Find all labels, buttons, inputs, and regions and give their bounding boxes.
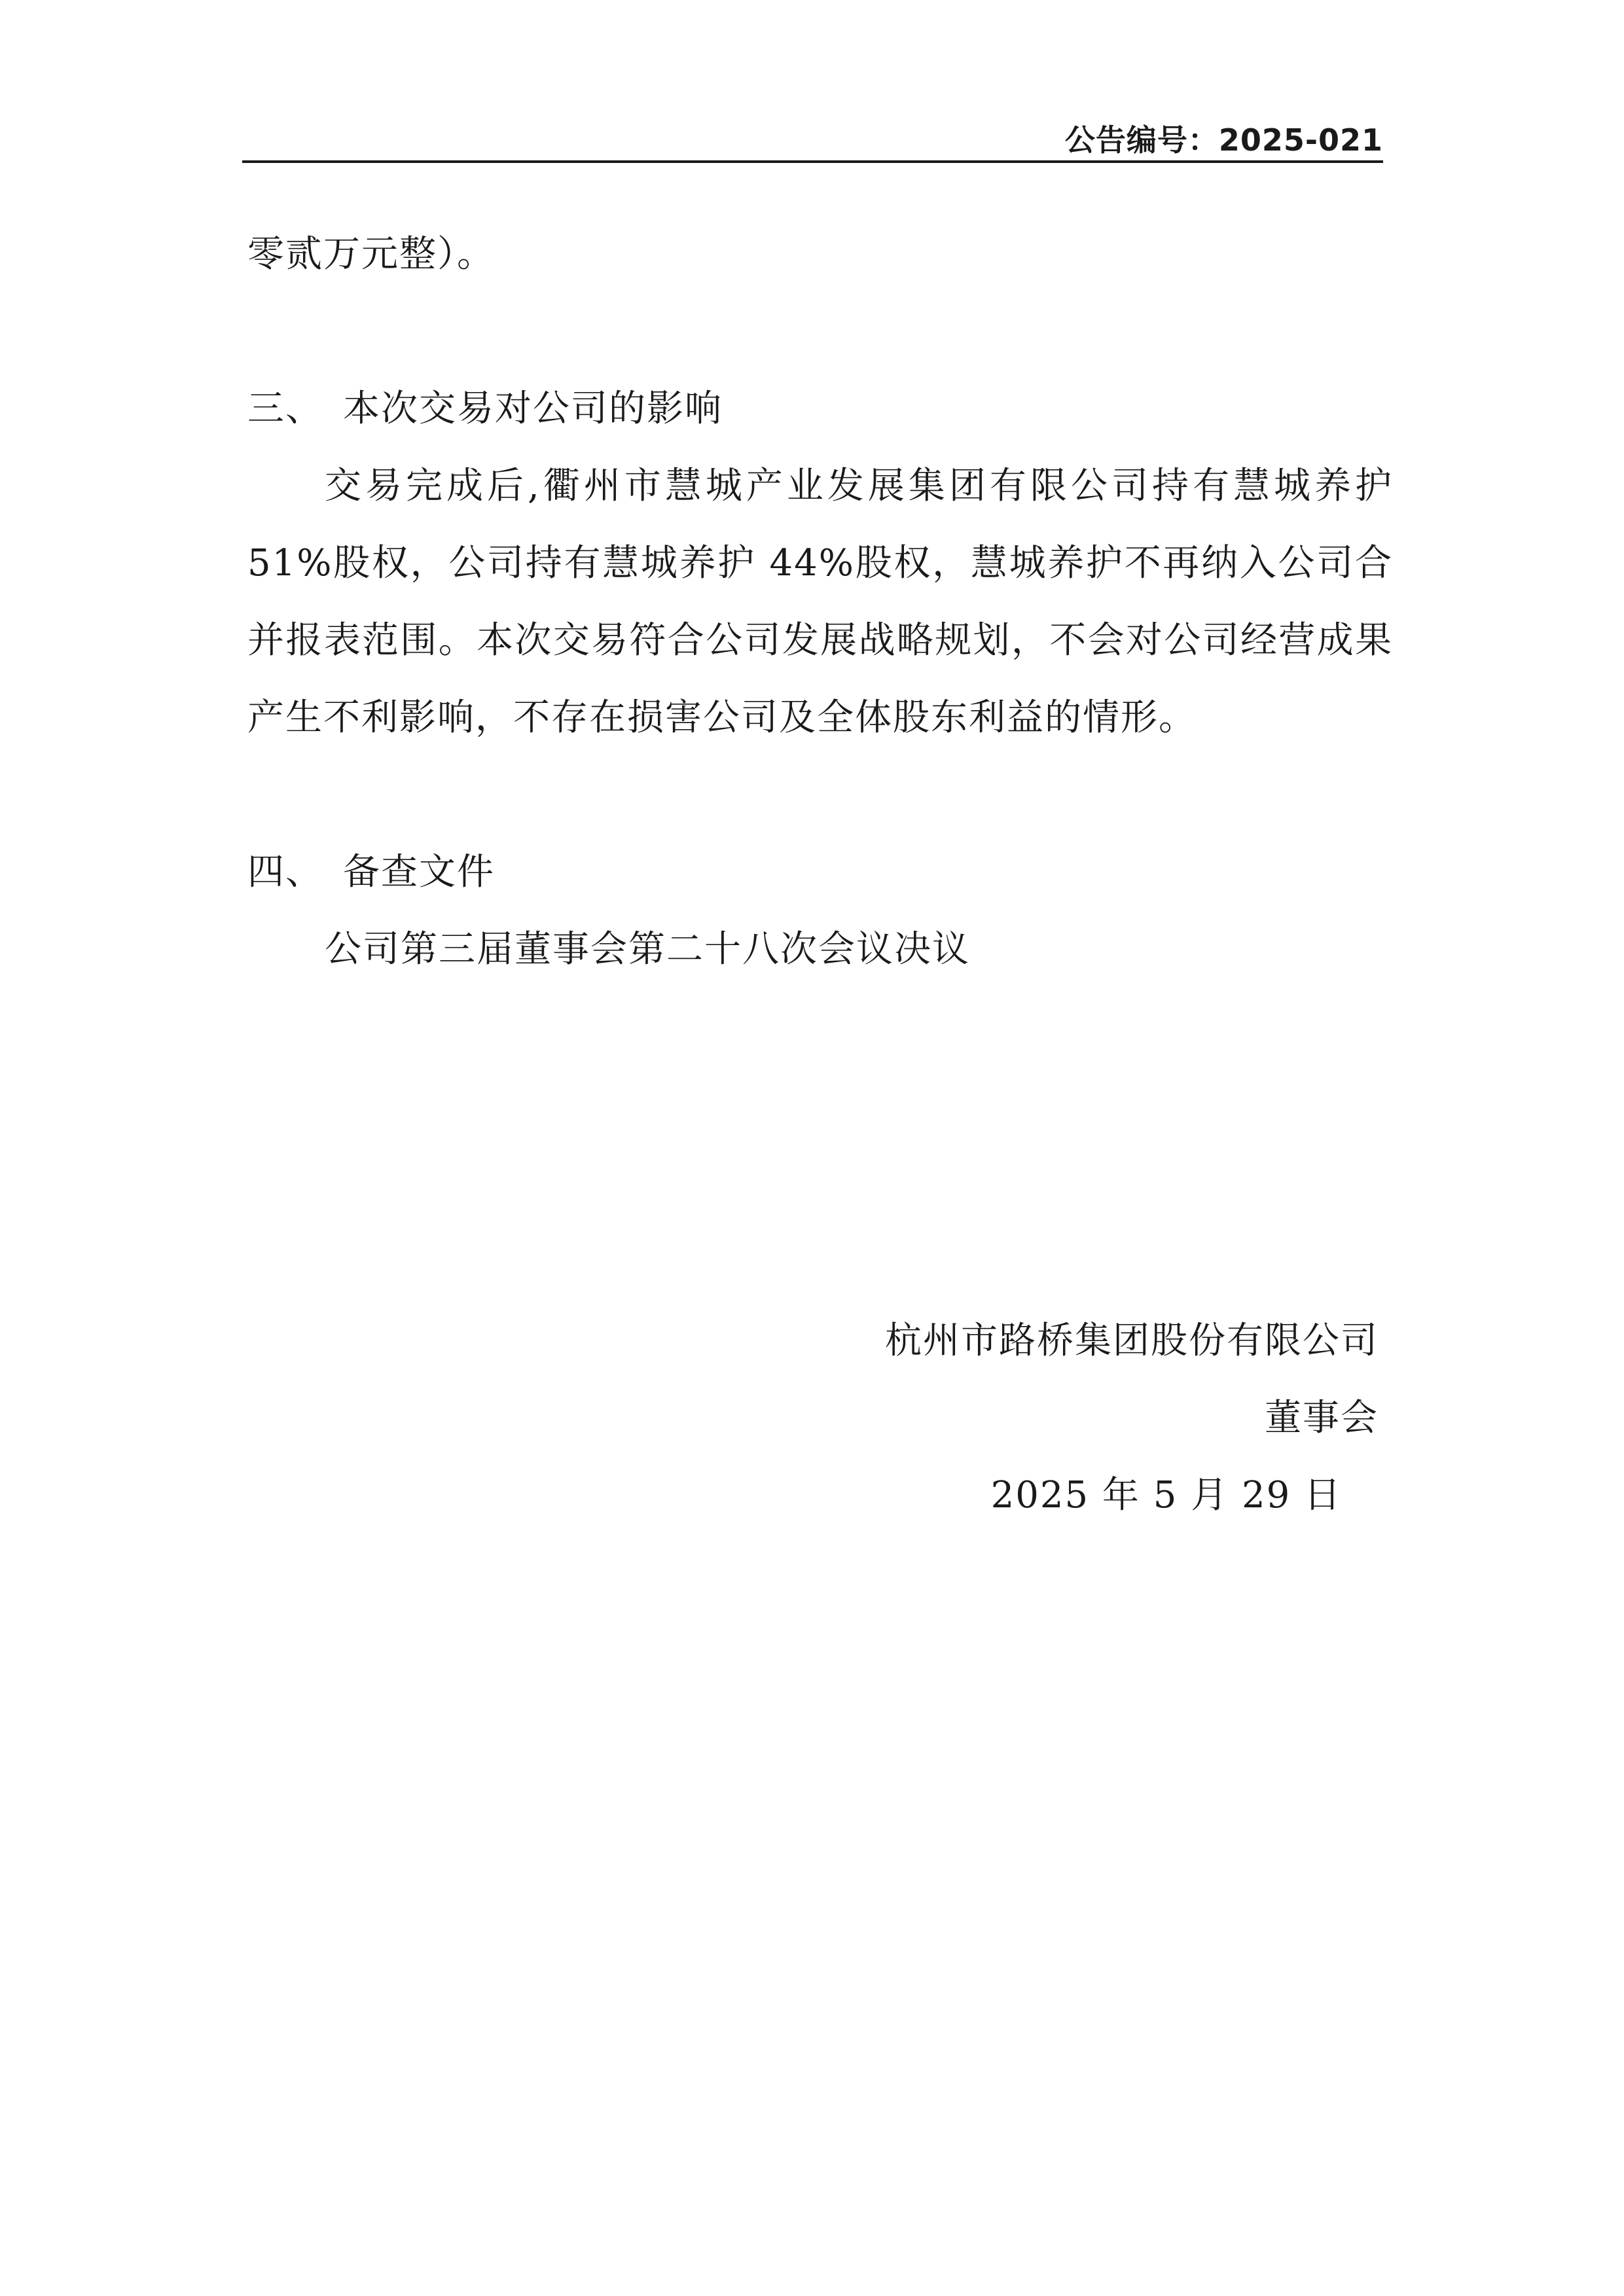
document-body (247, 216, 1399, 988)
section-3-heading (247, 370, 1399, 448)
section-3-number: 三、 (247, 387, 323, 430)
continuation-text: 零贰万元整）。 (247, 233, 495, 276)
section-3-paragraph: 交易完成后,衢州市慧城产业发展集团有限公司持有慧城养护 51%股权，公司持有慧城养护 44%股权，慧城养护不再纳入公司合并报表范围。本次交易符合公司发展战略规划，不会对公司经营成果产生不利影响，不存在损害公司及全体股东利益的情形。 (247, 465, 1393, 739)
header-divider (242, 160, 1383, 163)
section-3-title: 本次交易对公司的影响 (343, 387, 723, 430)
spacer (247, 757, 1399, 834)
signature-date: 2025 年 5 月 29 日 (990, 1474, 1342, 1516)
section-4-number: 四、 (247, 851, 323, 893)
signature-board: 董事会 (1265, 1397, 1379, 1439)
section-4-item: 公司第三届董事会第二十八次会议决议 (325, 928, 970, 971)
announcement-number: 公告编号：2025-021 (1064, 122, 1383, 158)
section-4-heading (247, 834, 1399, 911)
section-4-title: 备查文件 (343, 851, 495, 893)
signature-block (885, 1302, 1379, 1534)
signature-company: 杭州市路桥集团股份有限公司 (885, 1319, 1379, 1362)
spacer (247, 293, 1399, 370)
